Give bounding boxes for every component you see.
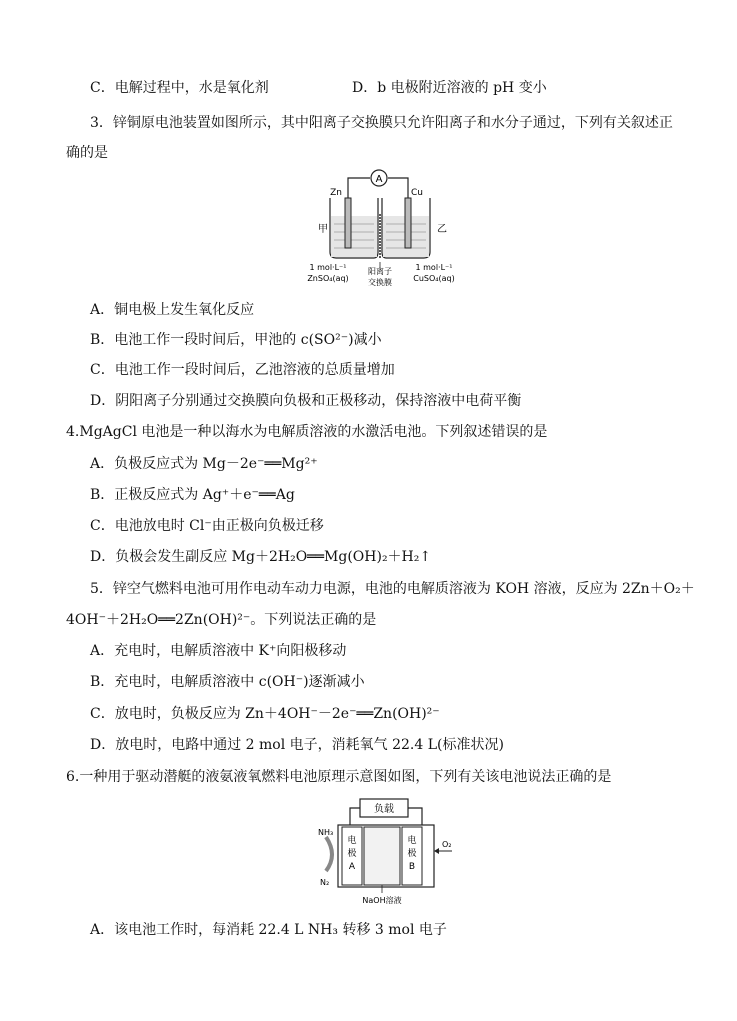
electrode-b-char-1: 电 <box>407 836 417 846</box>
question-5-option-c: C．放电时，负极反应为 Zn＋4OH⁻－2e⁻══Zn(OH)²⁻ <box>90 706 440 722</box>
n2-label: N₂ <box>320 878 330 887</box>
load-label: 负载 <box>374 804 394 815</box>
ammeter-label: A <box>375 174 383 185</box>
question-3-stem: 3．锌铜原电池装置如图所示，其中阳离子交换膜只允许阳离子和水分子通过，下列有关叙述正 <box>90 115 673 131</box>
question-4-option-b: B．正极反应式为 Ag⁺＋e⁻══Ag <box>90 487 295 503</box>
question-4-option-d: D．负极会发生副反应 Mg＋2H₂O══Mg(OH)₂＋H₂↑ <box>90 549 432 565</box>
electrode-a-char-3: A <box>348 862 356 872</box>
zn-label: Zn <box>330 188 342 198</box>
naoh-label: NaOH溶液 <box>362 896 402 905</box>
question-4-option-a: A．负极反应式为 Mg－2e⁻══Mg²⁺ <box>90 456 318 472</box>
option-c-prev: C．电解过程中，水是氧化剂 <box>90 80 269 96</box>
nh3-label: NH₃ <box>318 828 334 837</box>
membrane-label-1: 阳离子 <box>368 267 392 276</box>
electrode-a-char-2: 极 <box>347 849 357 859</box>
right-solution-label: CuSO₄(aq) <box>413 274 455 283</box>
question-6-stem: 6.一种用于驱动潜艇的液氨液氧燃料电池原理示意图如图，下列有关该电池说法正确的是 <box>66 769 612 785</box>
question-6-option-a: A．该电池工作时，每消耗 22.4 L NH₃ 转移 3 mol 电子 <box>90 922 447 938</box>
membrane-label-2: 交换膜 <box>368 278 392 287</box>
question-5-option-a: A．充电时，电解质溶液中 K⁺向阳极移动 <box>90 643 347 659</box>
right-conc-label: 1 mol·L⁻¹ <box>415 263 453 272</box>
o2-label: O₂ <box>442 840 452 849</box>
question-5-stem-cont: 4OH⁻＋2H₂O══2Zn(OH)²⁻。下列说法正确的是 <box>66 612 377 628</box>
question-3-stem-cont: 确的是 <box>66 145 108 161</box>
option-d-prev: D．b 电极附近溶液的 pH 变小 <box>352 80 547 96</box>
question-3-option-a: A．铜电极上发生氧化反应 <box>90 302 255 318</box>
question-3-option-c: C．电池工作一段时间后，乙池溶液的总质量增加 <box>90 362 395 378</box>
left-cell-label: 甲 <box>318 224 328 235</box>
left-solution-label: ZnSO₄(aq) <box>307 274 349 283</box>
right-cell-label: 乙 <box>437 224 447 235</box>
question-3-option-b: B．电池工作一段时间后，甲池的 c(SO²⁻)减小 <box>90 332 382 348</box>
question-5-option-d: D．放电时，电路中通过 2 mol 电子，消耗氧气 22.4 L(标准状况) <box>90 737 504 753</box>
electrode-a-char-1: 电 <box>347 836 357 846</box>
question-5-stem: 5．锌空气燃料电池可用作电动车动力电源，电池的电解质溶液为 KOH 溶液，反应为 2Zn＋O₂＋ <box>90 581 695 597</box>
cu-label: Cu <box>411 188 423 198</box>
o2-arrow-icon <box>434 848 439 854</box>
ammonia-fuel-cell-diagram <box>312 795 462 907</box>
electrode-b-char-2: 极 <box>407 849 417 859</box>
question-4-option-c: C．电池放电时 Cl⁻由正极向负极迁移 <box>90 518 324 534</box>
question-3-option-d: D．阴阳离子分别通过交换膜向负极和正极移动，保持溶液中电荷平衡 <box>90 393 522 409</box>
question-5-option-b: B．充电时，电解质溶液中 c(OH⁻)逐渐减小 <box>90 674 365 690</box>
question-4-stem: 4.MgAgCl 电池是一种以海水为电解质溶液的水激活电池。下列叙述错误的是 <box>66 424 548 440</box>
gas-flow-arrow-icon <box>326 837 332 871</box>
zinc-copper-cell-diagram <box>300 168 470 290</box>
electrode-b-char-3: B <box>408 862 416 872</box>
left-conc-label: 1 mol·L⁻¹ <box>309 263 347 272</box>
